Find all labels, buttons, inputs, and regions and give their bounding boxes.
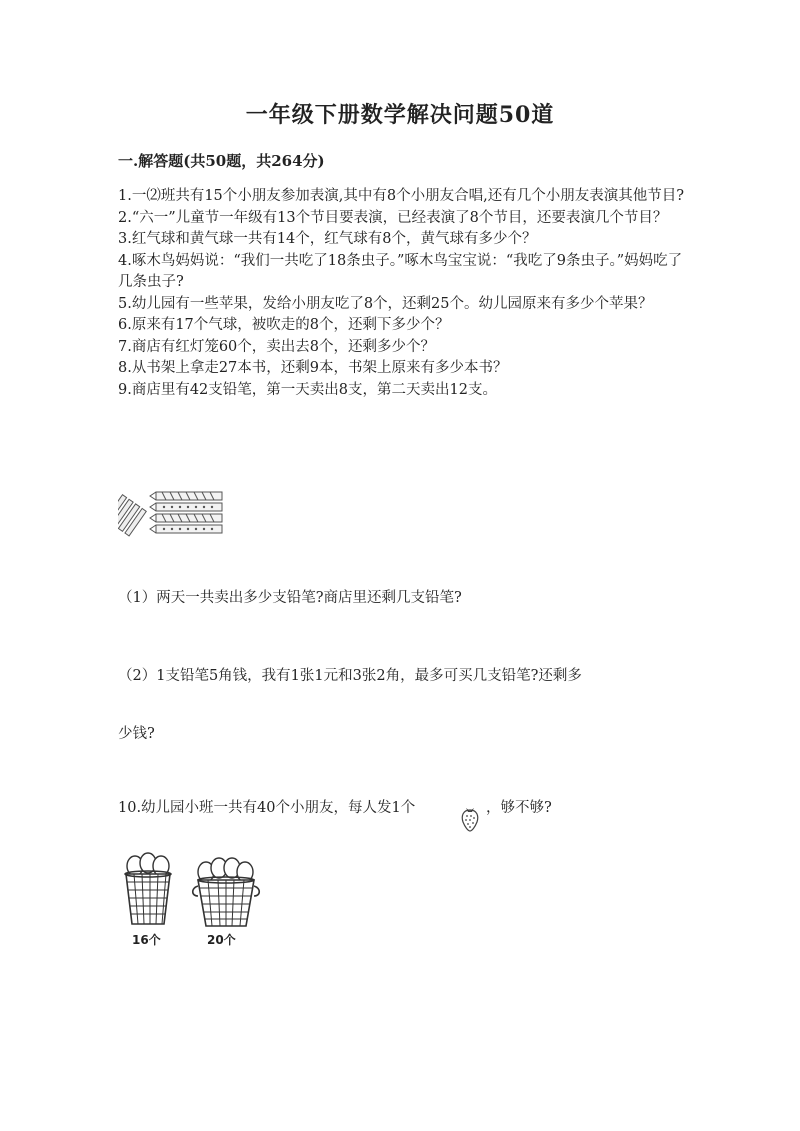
question-5: 5.幼儿园有一些苹果，发给小朋友吃了8个，还剩25个。幼儿园原来有多少个苹果？ [118, 295, 653, 312]
section-heading: 一.解答题(共50题，共264分) [118, 152, 325, 170]
subquestion-2-line1: （2）1支铅笔5角钱，我有1张1元和3张2角，最多可买几支铅笔?还剩多 [118, 668, 582, 684]
basket-20-illustration [190, 856, 262, 930]
subquestion-2-line2: 少钱? [118, 726, 155, 742]
question-list [118, 186, 688, 401]
question-8: 8.从书架上拿走27本书，还剩9本，书架上原来有多少本书？ [118, 360, 508, 376]
question-1: 1.一⑵班共有15个小朋友参加表演,其中有8个小朋友合唱,还有几个小朋友表演其他节目? [118, 188, 684, 204]
question-9: 9.商店里有42支铅笔，第一天卖出8支，第二天卖出12支。 [118, 381, 497, 398]
question-7: 7.商店有红灯笼60个，卖出去8个，还剩多少个？ [118, 338, 436, 355]
pencils-illustration [118, 488, 228, 544]
question-6: 6.原来有17个气球，被吹走的8个，还剩下多少个？ [118, 317, 450, 333]
page-title: 一年级下册数学解决问题50道 [245, 102, 555, 128]
question-2: 2.“六一”儿童节一年级有13个节目要表演，已经表演了8个节目，还要表演几个节目？ [118, 209, 668, 226]
basket-16-illustration [122, 852, 174, 930]
subquestion-1: （1）两天一共卖出多少支铅笔?商店里还剩几支铅笔? [118, 590, 462, 606]
question-3: 3.红气球和黄气球一共有14个，红气球有8个，黄气球有多少个？ [118, 231, 537, 247]
question-10-end: ，够不够? [486, 800, 552, 816]
question-10-text: 10.幼儿园小班一共有40个小朋友，每人发1个 [118, 800, 416, 816]
question-4: 4.啄木鸟妈妈说：“我们一共吃了18条虫子。”啄木鸟宝宝说：“我吃了9条虫子。”妈妈吃了几条虫子? [118, 252, 683, 290]
strawberry-icon [459, 806, 481, 832]
basket-16-label: 16个 [132, 933, 161, 947]
basket-20-label: 20个 [207, 933, 236, 947]
